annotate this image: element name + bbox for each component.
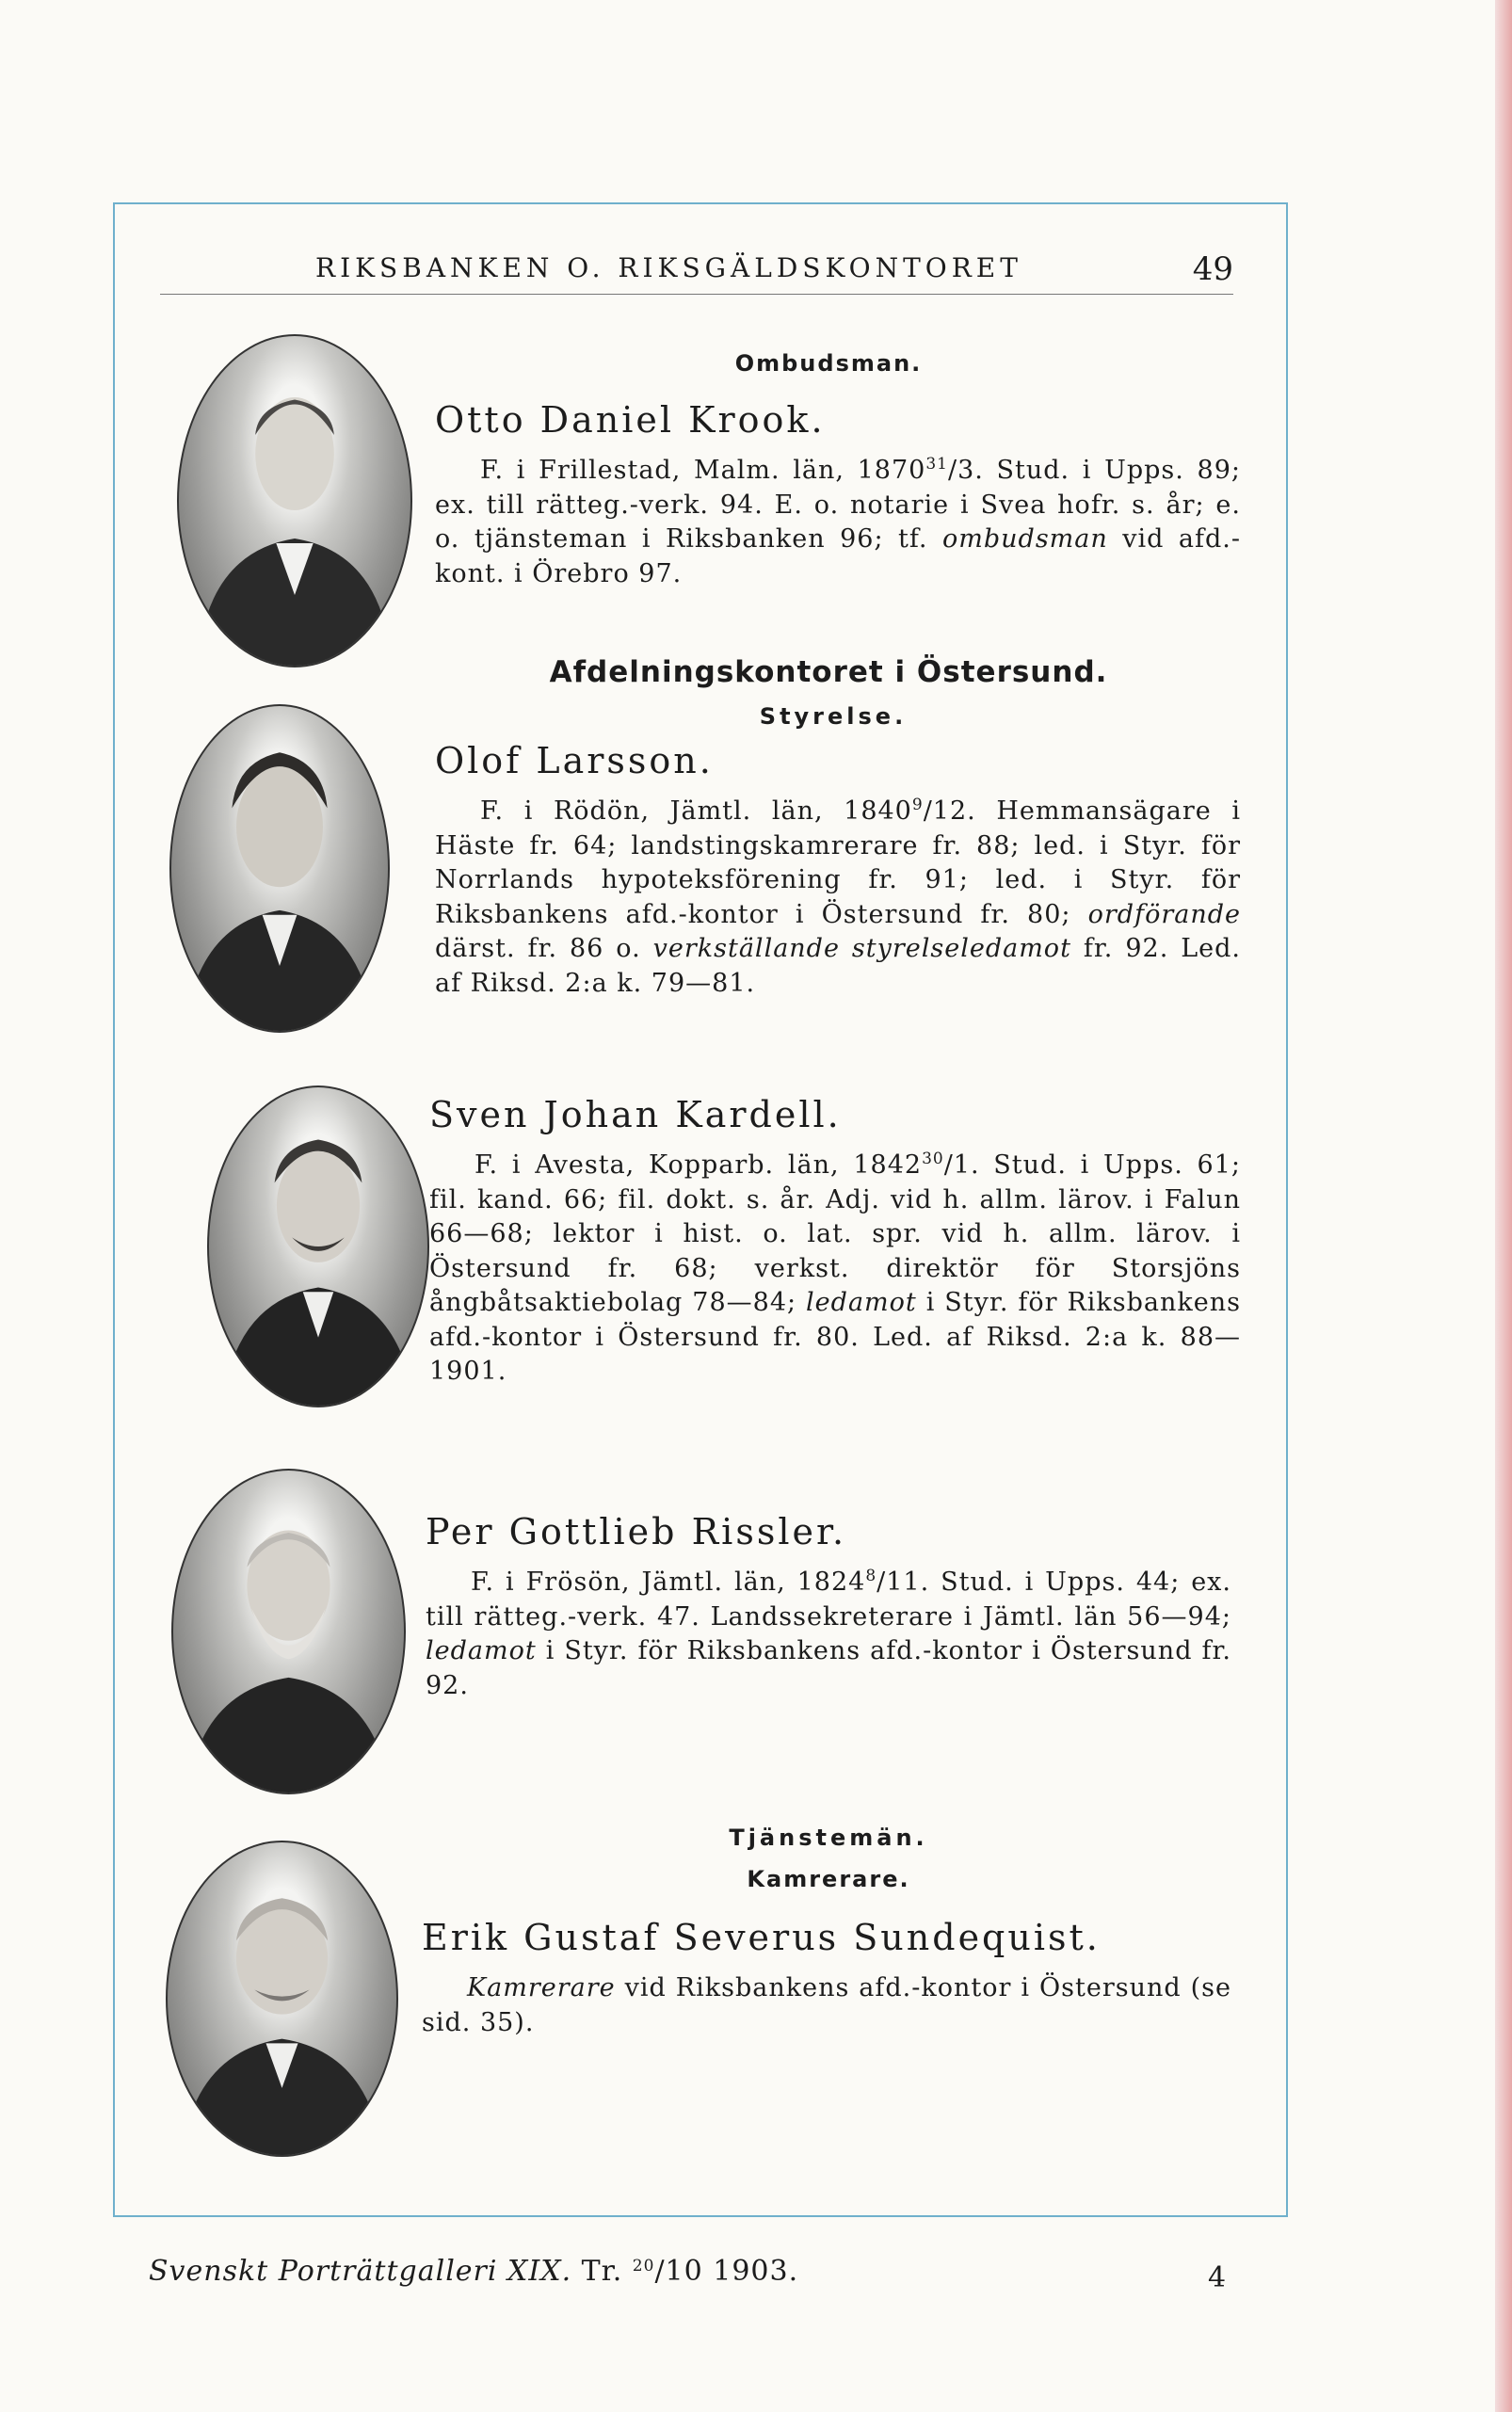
person-name: Otto Daniel Krook. <box>435 399 826 441</box>
person-biography <box>429 1149 1241 1390</box>
person-biography <box>435 454 1241 591</box>
bio-text: F. i Frillestad, Malm. län, 1870 <box>480 456 926 485</box>
bio-text: vid Riksbankens afd.-kontor i Östersund (se sid. 35). <box>422 1973 1231 2037</box>
italic-term: ombudsman <box>942 524 1108 554</box>
person-biography <box>426 1566 1231 1703</box>
bio-text: F. i Frösön, Jämtl. län, 1824 <box>471 1568 866 1597</box>
entry-kardell <box>429 1094 1241 1390</box>
footer-issue-day: 20 <box>632 2257 655 2275</box>
footer-issue-rest: /10 1903. <box>654 2255 799 2288</box>
portrait-photo-krook <box>177 334 412 667</box>
italic-term: ledamot <box>806 1288 917 1317</box>
bio-text: /3. Stud. i Upps. 89; ex. till rätteg.-verk. 94. E. o. notarie i Svea hofr. s. år; e. o. tjänsteman i Riksbanken 96; tf. <box>435 456 1241 554</box>
italic-term: Kamrerare <box>467 1973 616 2002</box>
running-head <box>160 247 1233 295</box>
heading-office: Afdelningskontoret i Östersund. <box>549 655 1108 689</box>
portrait-photo-sundequist <box>166 1841 398 2157</box>
bio-text: därst. fr. 86 o. <box>435 934 653 963</box>
footer-publication-line <box>149 2255 798 2288</box>
bio-text: vid afd.-kont. i Örebro 97. <box>435 524 1241 588</box>
person-biography <box>435 795 1241 1001</box>
portrait-photo-larsson <box>169 704 390 1033</box>
bio-text: fr. 92. Led. af Riksd. 2:a k. 79—81. <box>435 934 1242 998</box>
person-name: Sven Johan Kardell. <box>429 1094 842 1135</box>
running-head-title: RIKSBANKEN O. RIKSGÄLDSKONTORET <box>315 252 1022 283</box>
italic-term: ordförande <box>1087 899 1241 929</box>
person-name: Olof Larsson. <box>435 740 714 781</box>
bio-text: i Styr. för Riksbankens afd.-kontor i Östersund fr. 92. <box>426 1636 1231 1700</box>
heading-ombudsman: Ombudsman. <box>734 350 923 377</box>
person-name: Per Gottlieb Rissler. <box>426 1511 847 1552</box>
date-superscript: 9 <box>911 796 924 814</box>
footer-publication: Svenskt Porträttgalleri XIX. <box>149 2255 572 2288</box>
bio-text: F. i Avesta, Kopparb. län, 1842 <box>475 1150 923 1180</box>
italic-term: ledamot <box>426 1636 537 1665</box>
date-superscript: 8 <box>865 1567 877 1585</box>
entry-rissler <box>426 1511 1231 1703</box>
bio-text: i Styr. för Riksbankens afd.-kontor i Östersund fr. 80. Led. af Riksd. 2:a k. 88—1901. <box>429 1288 1241 1386</box>
entry-sundequist <box>422 1917 1231 2040</box>
portrait-photo-kardell <box>207 1085 429 1407</box>
heading-officials: Tjänstemän. <box>729 1825 928 1851</box>
heading-accountant: Kamrerare. <box>747 1866 910 1892</box>
bio-text: /12. Hemmansägare i Häste fr. 64; landstingskamrerare fr. 88; led. i Styr. för Norrlands hypoteksförening fr. 91; led. i Styr. för Riksbankens afd.-kontor i Östersund fr. 80; <box>435 796 1241 929</box>
person-name: Erik Gustaf Severus Sundequist. <box>422 1917 1101 1958</box>
page-number: 49 <box>1192 250 1233 288</box>
bio-text: F. i Rödön, Jämtl. län, 1840 <box>480 796 912 826</box>
footer-signature-number: 4 <box>1208 2261 1227 2294</box>
person-biography <box>422 1971 1231 2040</box>
date-superscript: 30 <box>922 1150 944 1168</box>
portrait-photo-rissler <box>171 1469 406 1794</box>
italic-term: verkställande styrelseledamot <box>652 934 1071 963</box>
page-edge <box>1495 0 1512 2412</box>
entry-krook <box>435 399 1241 591</box>
footer-issue-prefix: Tr. <box>571 2255 633 2288</box>
date-superscript: 31 <box>925 455 948 474</box>
bio-text: /1. Stud. i Upps. 61; fil. kand. 66; fil. dokt. s. år. Adj. vid h. allm. lärov. i Falun 66—68; lektor i hist. o. lat. spr. vid h. allm. lärov. i Östersund fr. 68; verkst. direktör för Storsjöns ångbåtsaktiebolag 78—84; <box>429 1150 1241 1317</box>
entry-larsson <box>435 740 1241 1001</box>
bio-text: /11. Stud. i Upps. 44; ex. till rätteg.-verk. 47. Landssekreterare i Jämtl. län 56—94; <box>426 1568 1231 1632</box>
heading-board: Styrelse. <box>759 703 908 730</box>
